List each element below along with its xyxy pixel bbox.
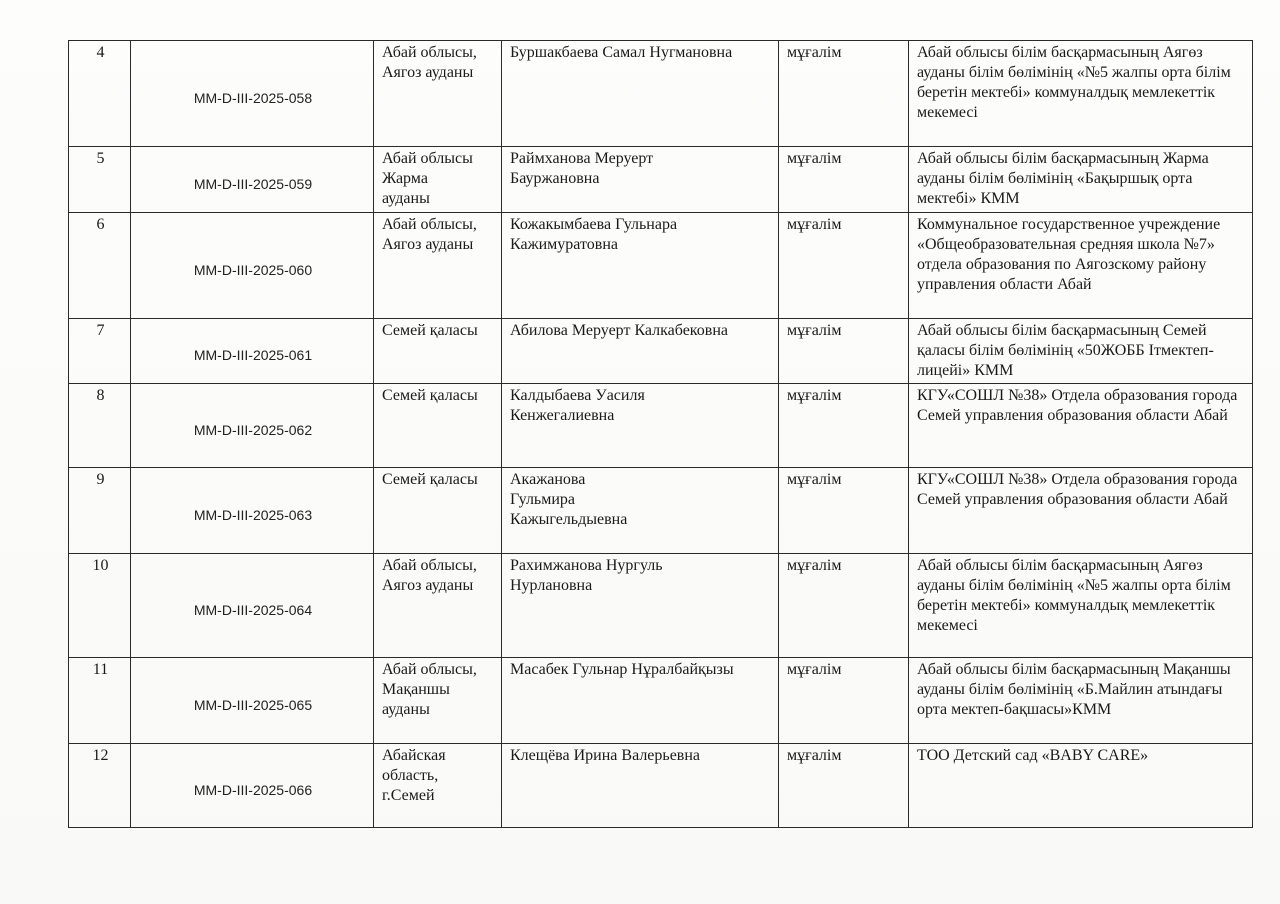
table-row [69,658,1253,744]
table-row [69,213,1253,319]
organization-cell: Абай облысы білім басқармасының Мақаншы ауданы білім бөлімінің «Б.Майлин атындағы орта мектеп-бақшасы»КММ [909,658,1253,744]
table-row [69,554,1253,658]
name-cell: Акажанова Гульмира Кажыгельдыевна [502,468,779,554]
registration-code: MM-D-III-2025-062 [131,384,374,468]
row-number: 9 [69,468,131,554]
registry-table [68,40,1253,828]
organization-cell: Коммунальное государственное учреждение «Общеобразовательная средняя школа №7» отдела образования по Аягозскому району управления области Абай [909,213,1253,319]
role-cell: мұғалім [779,658,909,744]
region-cell: Абай облысы, Аягоз ауданы [374,41,502,147]
organization-cell: Абай облысы білім басқармасының Семей қаласы білім бөлімінің «50ЖОББ Ітмектеп-лицейі» КММ [909,319,1253,384]
row-number: 8 [69,384,131,468]
role-cell: мұғалім [779,147,909,213]
role-cell: мұғалім [779,319,909,384]
region-cell: Семей қаласы [374,384,502,468]
name-cell: Абилова Меруерт Калкабековна [502,319,779,384]
name-cell: Буршакбаева Самал Нугмановна [502,41,779,147]
region-cell: Абай облысы, Мақаншы ауданы [374,658,502,744]
row-number: 5 [69,147,131,213]
registration-code: MM-D-III-2025-060 [131,213,374,319]
role-cell: мұғалім [779,384,909,468]
registration-code: MM-D-III-2025-063 [131,468,374,554]
name-cell: Калдыбаева Уасиля Кенжегалиевна [502,384,779,468]
organization-cell: КГУ«СОШЛ №38» Отдела образования города Семей управления образования области Абай [909,384,1253,468]
region-cell: Абай облысы, Аягоз ауданы [374,213,502,319]
table-row [69,319,1253,384]
region-cell: Семей қаласы [374,319,502,384]
registration-code: MM-D-III-2025-065 [131,658,374,744]
organization-cell: Абай облысы білім басқармасының Аягөз ауданы білім бөлімінің «№5 жалпы орта білім беретін мектебі» коммуналдық мемлекеттік мекемесі [909,554,1253,658]
registration-code: MM-D-III-2025-061 [131,319,374,384]
region-cell: Семей қаласы [374,468,502,554]
registration-code: MM-D-III-2025-058 [131,41,374,147]
registration-code: MM-D-III-2025-059 [131,147,374,213]
name-cell: Масабек Гульнар Нұралбайқызы [502,658,779,744]
role-cell: мұғалім [779,213,909,319]
name-cell: Кожакымбаева Гульнара Кажимуратовна [502,213,779,319]
organization-cell: Абай облысы білім басқармасының Жарма ауданы білім бөлімінің «Бақыршық орта мектебі» КММ [909,147,1253,213]
row-number: 12 [69,744,131,828]
region-cell: Абайская область, г.Семей [374,744,502,828]
organization-cell: Абай облысы білім басқармасының Аягөз ауданы білім бөлімінің «№5 жалпы орта білім беретін мектебі» коммуналдық мемлекеттік мекемесі [909,41,1253,147]
table-row [69,744,1253,828]
row-number: 11 [69,658,131,744]
role-cell: мұғалім [779,744,909,828]
name-cell: Клещёва Ирина Валерьевна [502,744,779,828]
registration-code: MM-D-III-2025-066 [131,744,374,828]
table-row [69,468,1253,554]
row-number: 6 [69,213,131,319]
table-row [69,147,1253,213]
name-cell: Рахимжанова Нургуль Нурлановна [502,554,779,658]
organization-cell: ТОО Детский сад «BABY CARE» [909,744,1253,828]
registration-code: MM-D-III-2025-064 [131,554,374,658]
row-number: 10 [69,554,131,658]
row-number: 4 [69,41,131,147]
region-cell: Абай облысы, Аягоз ауданы [374,554,502,658]
table-row [69,384,1253,468]
table-row [69,41,1253,147]
role-cell: мұғалім [779,41,909,147]
organization-cell: КГУ«СОШЛ №38» Отдела образования города Семей управления образования области Абай [909,468,1253,554]
role-cell: мұғалім [779,468,909,554]
row-number: 7 [69,319,131,384]
role-cell: мұғалім [779,554,909,658]
name-cell: Раймханова Меруерт Бауржановна [502,147,779,213]
region-cell: Абай облысы Жарма ауданы [374,147,502,213]
